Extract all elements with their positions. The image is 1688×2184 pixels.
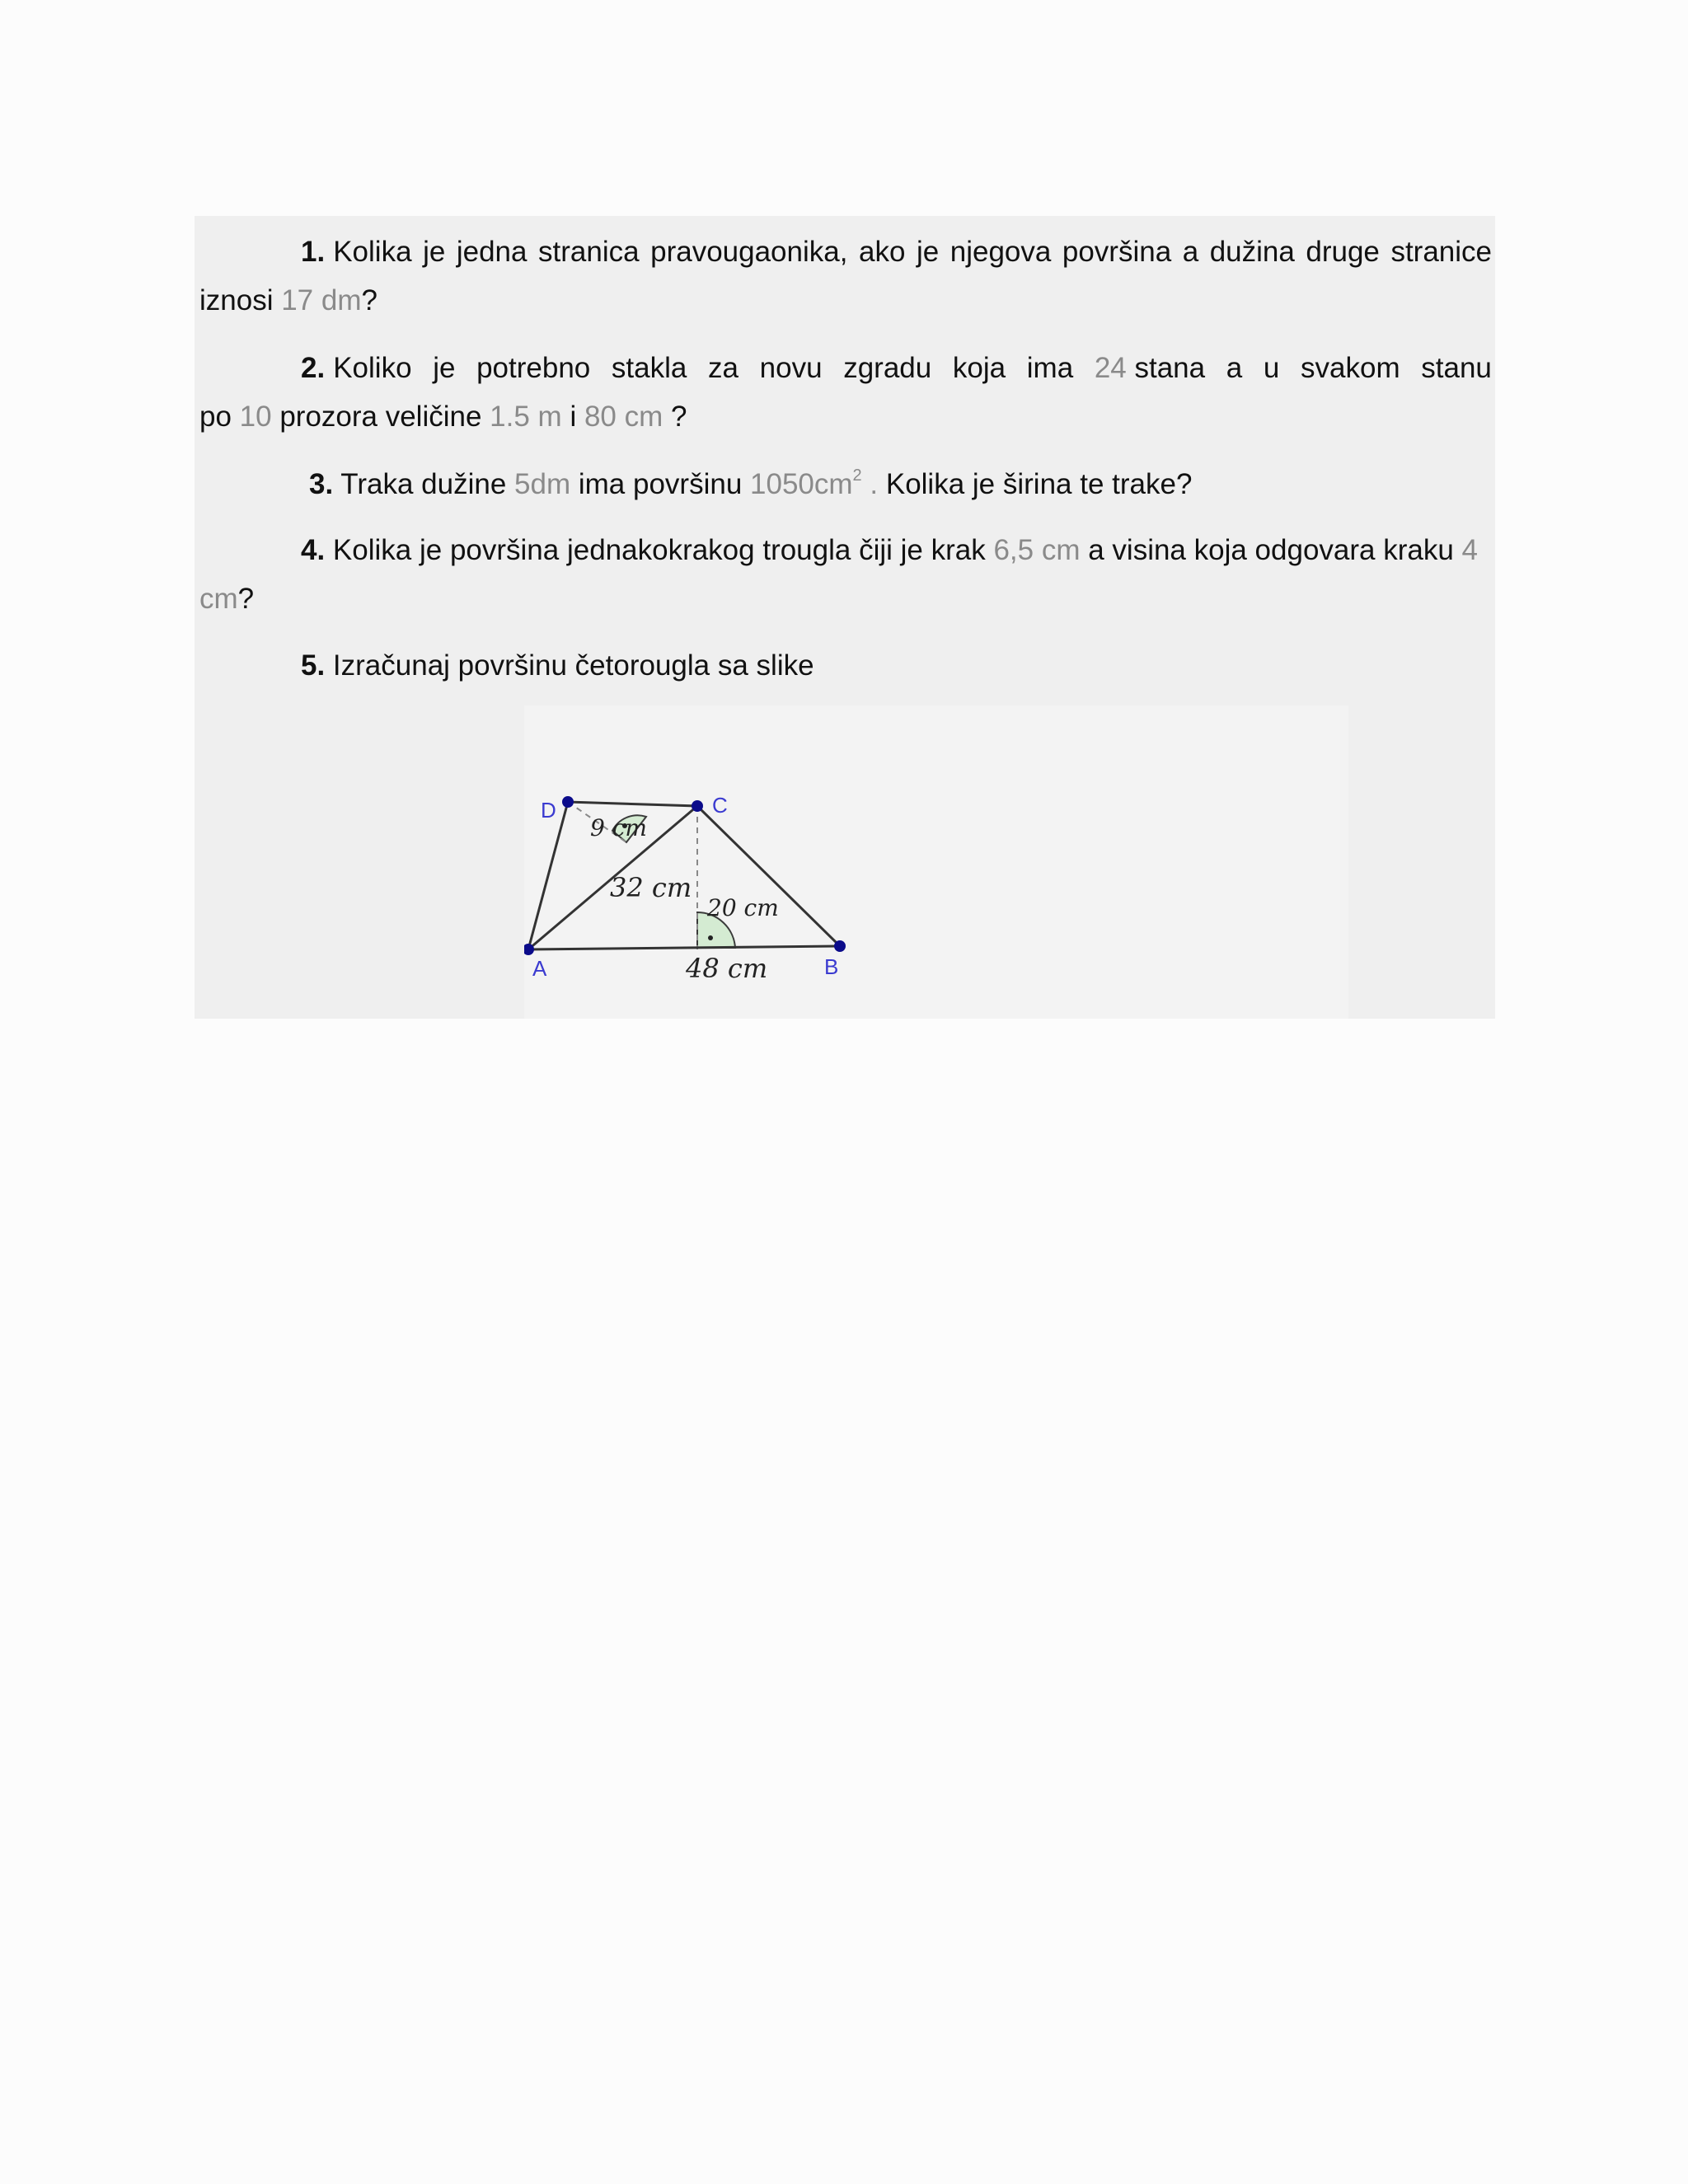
word: Koliko bbox=[333, 352, 412, 384]
problem-number: 5. bbox=[301, 649, 326, 682]
problem-2-text bbox=[325, 344, 1492, 392]
problem-2-line-1 bbox=[199, 344, 1492, 392]
problem-3 bbox=[199, 460, 1492, 509]
word: jedna bbox=[456, 236, 528, 268]
quadrilateral-figure bbox=[524, 705, 1348, 1019]
word: druge bbox=[1306, 236, 1380, 268]
word: a bbox=[1182, 236, 1199, 268]
vertex-label-b: B bbox=[824, 954, 839, 979]
word: novu bbox=[759, 352, 823, 384]
word: svakom bbox=[1301, 352, 1400, 384]
vertex-c bbox=[692, 800, 703, 812]
problem-sheet bbox=[195, 216, 1495, 1019]
problem-1-line-1 bbox=[199, 227, 1492, 276]
word: je bbox=[916, 236, 940, 268]
problem-1-text bbox=[325, 227, 1492, 276]
label-height-c: 20 cm bbox=[707, 894, 779, 921]
label-diagonal: 32 cm bbox=[610, 872, 692, 903]
problem-5-line: 5. Izračunaj površinu četorougla sa slike bbox=[301, 649, 814, 682]
problem-4 bbox=[199, 526, 1492, 623]
word: površina bbox=[1062, 236, 1172, 268]
word: Kolika bbox=[333, 236, 412, 268]
word: ima bbox=[1026, 352, 1074, 384]
value-1050cm2: $1050cm^2$ . bbox=[750, 466, 879, 500]
vertex-d bbox=[562, 796, 574, 808]
value-1-5-m: 1.5 m bbox=[490, 401, 562, 433]
value-24: 24 bbox=[1094, 352, 1127, 384]
label-base: 48 cm bbox=[686, 953, 768, 984]
problem-1-line-2: iznosi 17 dm? bbox=[199, 284, 377, 316]
problem-2-line-2: po 10 prozora veličine 1.5 m i 80 cm ? bbox=[199, 401, 687, 433]
word: stakla bbox=[611, 352, 687, 384]
value-6-5-cm: 6,5 cm bbox=[993, 534, 1081, 566]
word: pravougaonika, bbox=[650, 236, 848, 268]
problem-1 bbox=[199, 227, 1492, 325]
value-4: 4 bbox=[1461, 534, 1479, 566]
word: stranica bbox=[538, 236, 640, 268]
problem-4-line-1: 4. Kolika je površina jednakokrakog trougla čiji je krak 6,5 cm a visina koja odgovara kraku 4 bbox=[301, 534, 1479, 566]
problem-2 bbox=[199, 344, 1492, 441]
vertex-label-d: D bbox=[541, 798, 556, 823]
value-5dm: 5dm bbox=[514, 468, 571, 500]
value-17-dm: 17 dm bbox=[281, 284, 362, 316]
value-24-stana: 24 stana bbox=[1094, 352, 1206, 384]
word: je bbox=[423, 236, 446, 268]
word: za bbox=[708, 352, 738, 384]
word: stanu bbox=[1421, 352, 1492, 384]
vertex-b bbox=[834, 940, 846, 952]
word: u bbox=[1263, 352, 1280, 384]
word: je bbox=[433, 352, 456, 384]
word: koja bbox=[952, 352, 1006, 384]
problem-4-line-2: cm? bbox=[199, 583, 255, 615]
word: ako bbox=[858, 236, 906, 268]
word: a bbox=[1226, 352, 1243, 384]
vertex-label-c: C bbox=[712, 793, 728, 818]
problem-number: 3. bbox=[309, 468, 334, 500]
problem-number: 4. bbox=[301, 534, 326, 566]
vertex-label-a: A bbox=[532, 956, 547, 981]
word: dužina bbox=[1209, 236, 1295, 268]
problem-5 bbox=[199, 641, 1492, 690]
problem-number: 2. bbox=[301, 352, 326, 384]
word: potrebno bbox=[476, 352, 591, 384]
figure-background bbox=[524, 705, 1348, 1019]
word: njegova bbox=[950, 236, 1052, 268]
label-height-d: 9 cm bbox=[590, 814, 647, 841]
word: zgradu bbox=[843, 352, 932, 384]
value-80-cm: 80 cm bbox=[584, 401, 663, 433]
value-10: 10 bbox=[239, 401, 272, 433]
problem-number: 1. bbox=[301, 236, 326, 268]
right-angle-dot-c bbox=[708, 935, 713, 940]
problem-3-line: 3. Traka dužine 5dm ima površinu $1050cm^2$ . Kolika je širina te trake? bbox=[309, 466, 1193, 500]
word: stranice bbox=[1390, 236, 1492, 268]
